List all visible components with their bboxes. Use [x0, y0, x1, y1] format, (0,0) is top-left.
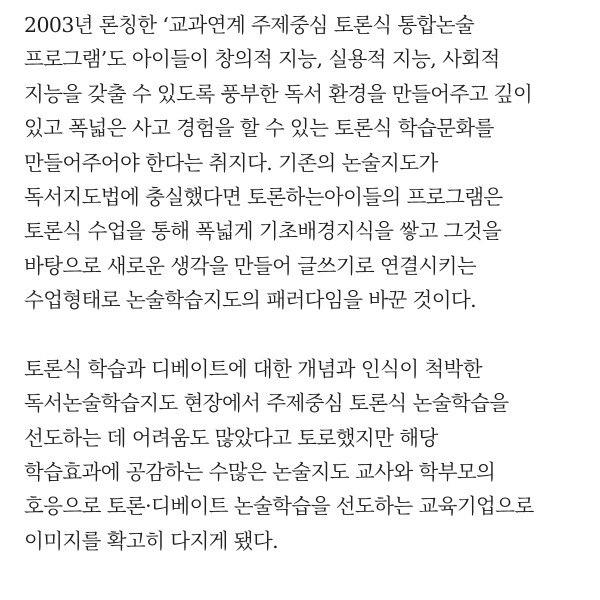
text-line: 수업형태로 논술학습지도의 패러다임을 바꾼 것이다.: [24, 288, 477, 313]
text-line: 바탕으로 새로운 생각을 만들어 글쓰기로 연결시키는: [24, 253, 477, 278]
paragraph-1: [24, 8, 584, 318]
paragraph-2: [24, 352, 584, 558]
text-line: 독서논술학습지도 현장에서 주제중심 토론식 논술학습을: [24, 391, 509, 416]
text-line: 지능을 갖출 수 있도록 풍부한 독서 환경을 만들어주고 깊이: [24, 81, 533, 106]
text-line: 이미지를 확고히 다지게 됐다.: [24, 528, 279, 553]
paragraph-spacer: [24, 318, 584, 352]
text-line: 있고 폭넓은 사고 경험을 할 수 있는 토론식 학습문화를: [24, 116, 494, 141]
text-line: 독서지도법에 충실했다면 토론하는아이들의 프로그램은: [24, 184, 503, 209]
text-line: 토론식 수업을 통해 폭넓게 기초배경지식을 쌓고 그것을: [24, 219, 502, 244]
text-line: 토론식 학습과 디베이트에 대한 개념과 인식이 척박한: [24, 356, 482, 381]
text-line: 만들어주어야 한다는 취지다. 기존의 논술지도가: [24, 150, 438, 175]
article-body: [24, 8, 584, 558]
text-line: 호응으로 토론·디베이트 논술학습을 선도하는 교육기업으로: [24, 494, 534, 519]
text-line: 선도하는 데 어려움도 많았다고 토로했지만 해당: [24, 425, 438, 450]
text-line: 2003년 론칭한 ‘교과연계 주제중심 토론식 통합논술: [24, 13, 475, 37]
text-line: 프로그램’도 아이들이 창의적 지능, 실용적 지능, 사회적: [24, 47, 500, 72]
text-line: 학습효과에 공감하는 수많은 논술지도 교사와 학부모의: [24, 460, 496, 485]
